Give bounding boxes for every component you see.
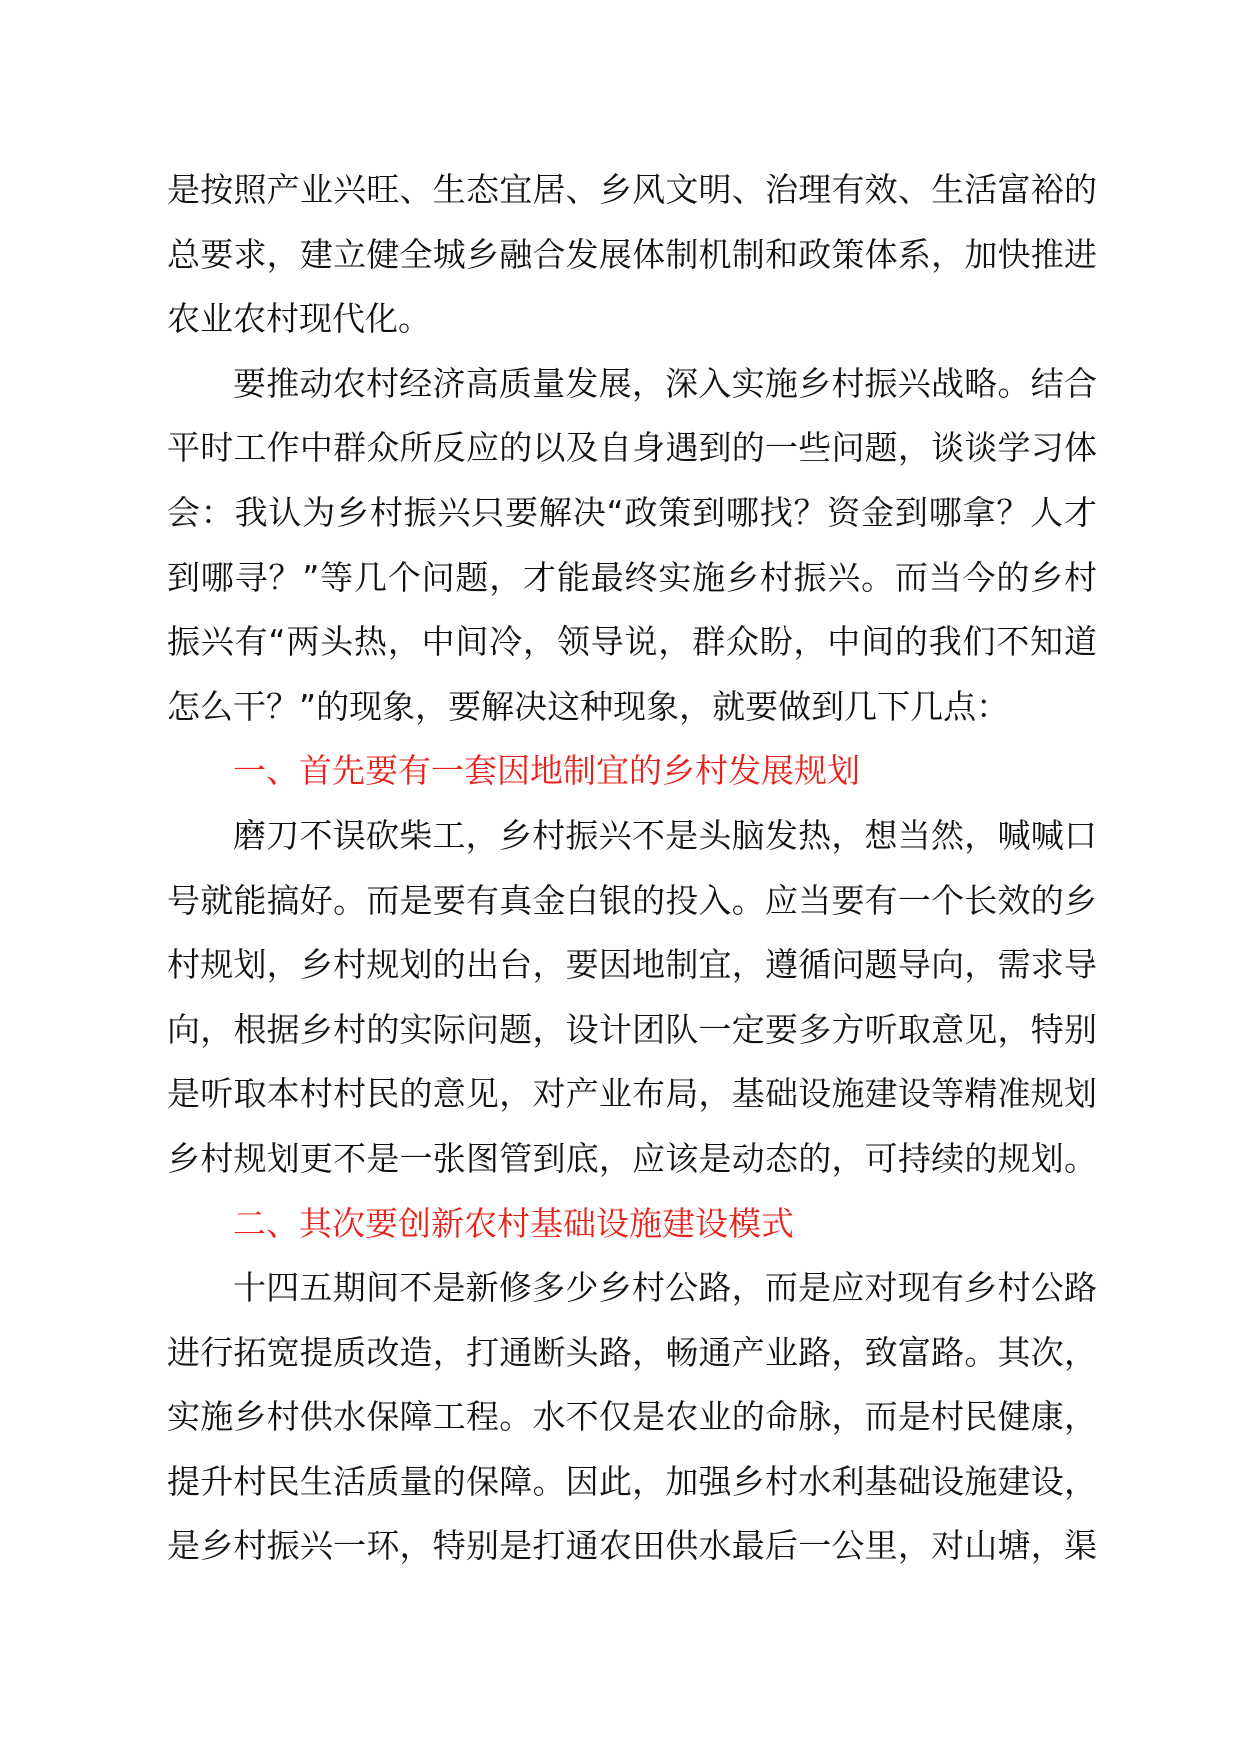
text-line: 实施乡村供水保障工程。水不仅是农业的命脉，而是村民健康， — [167, 1397, 1097, 1437]
text-line: 总要求，建立健全城乡融合发展体制机制和政策体系，加快推进 — [167, 234, 1097, 274]
text-line: 会：我认为乡村振兴只要解决“政策到哪找？资金到哪拿？人才 — [167, 492, 1097, 532]
text-line: 是按照产业兴旺、生态宜居、乡风文明、治理有效、生活富裕的 — [167, 170, 1097, 209]
text-line: 平时工作中群众所反应的以及自身遇到的一些问题，谈谈学习体 — [167, 428, 1097, 468]
text-line: 村规划，乡村规划的出台，要因地制宜，遵循问题导向，需求导 — [167, 945, 1097, 985]
text-line: 乡村规划更不是一张图管到底，应该是动态的，可持续的规划。 — [167, 1138, 1097, 1178]
paragraph-start-line: 磨刀不误砍柴工，乡村振兴不是头脑发热，想当然，喊喊口 — [233, 815, 1097, 855]
paragraph-start-line: 要推动农村经济高质量发展，深入实施乡村振兴战略。结合 — [233, 363, 1097, 403]
paragraph-start-line: 十四五期间不是新修多少乡村公路，而是应对现有乡村公路 — [233, 1268, 1097, 1308]
text-line: 振兴有“两头热，中间冷，领导说，群众盼，中间的我们不知道 — [167, 622, 1097, 662]
text-line: 是乡村振兴一环，特别是打通农田供水最后一公里，对山塘，渠 — [167, 1526, 1097, 1566]
section-heading-1: 一、首先要有一套因地制宜的乡村发展规划 — [233, 751, 860, 791]
text-line: 是听取本村村民的意见，对产业布局，基础设施建设等精准规划 — [167, 1074, 1097, 1114]
text-line: 怎么干？”的现象，要解决这种现象，就要做到几下几点： — [167, 686, 1010, 726]
text-line: 号就能搞好。而是要有真金白银的投入。应当要有一个长效的乡 — [167, 880, 1097, 920]
section-heading-2: 二、其次要创新农村基础设施建设模式 — [233, 1203, 794, 1243]
document-page — [167, 158, 1097, 1579]
text-line: 农业农村现代化。 — [167, 299, 431, 339]
text-line: 进行拓宽提质改造，打通断头路，畅通产业路，致富路。其次， — [167, 1332, 1097, 1372]
text-line: 提升村民生活质量的保障。因此，加强乡村水利基础设施建设， — [167, 1461, 1097, 1501]
text-line: 向，根据乡村的实际问题，设计团队一定要多方听取意见，特别 — [167, 1009, 1097, 1049]
text-line: 到哪寻？”等几个问题，才能最终实施乡村振兴。而当今的乡村 — [167, 557, 1097, 597]
